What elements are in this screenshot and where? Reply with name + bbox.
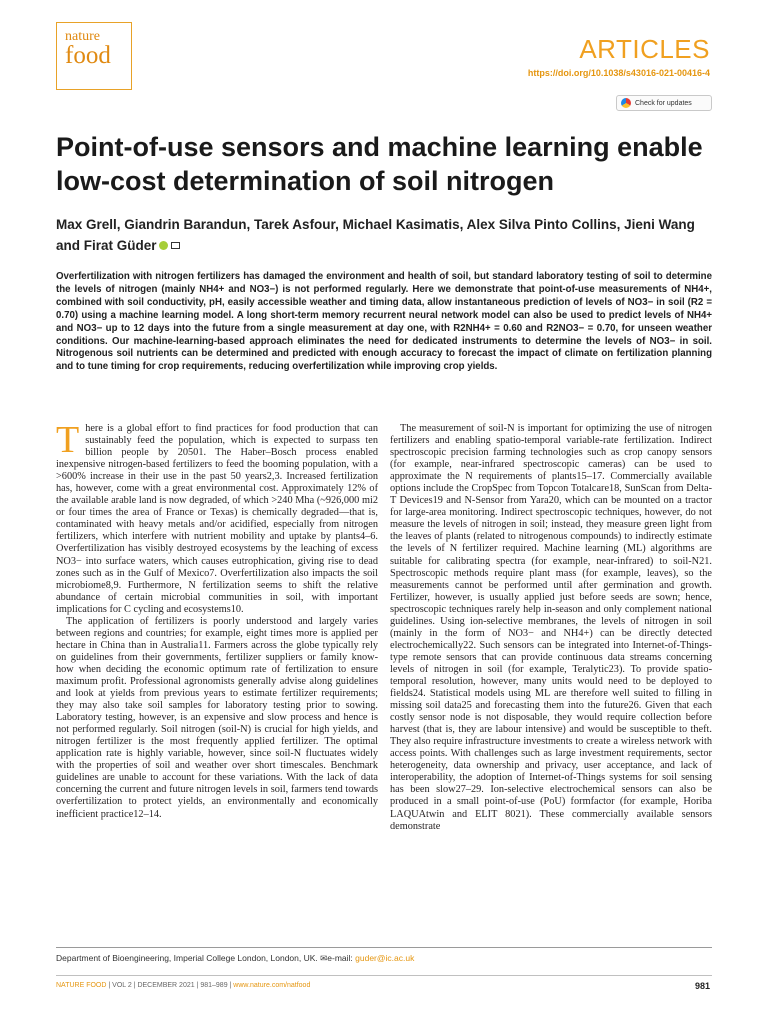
affiliation-text: Department of Bioengineering, Imperial College London, London, UK. ✉e-mail: — [56, 953, 353, 963]
body-paragraph: The application of fertilizers is poorly understood and largely varies between regions and countries; for example, eight times more is applied per hectare in China than in Australia11. Farmers across the globe typically rely on guidelines from their governments, fertilizer suppliers or family know-how when deciding the economic optimum rate of fertilization to ensure maximum profit. Professional agronomists generally advise along guidelines and look at yields from previous years to estimate fertilizer requirements; they may also take soil samples for laboratory testing prior to sowing. Laboratory testing, however, is an expensive and slow process and hence is not performed regularly. Soil nitrogen (soil-N) is crucial for high yields, and nitrogen fertilizer is the most frequently applied fertilizer. The optimal application rate is highly variable, however, since soil-N fluctuates widely with the properties of soil and weather over short timescales. Benchmark guidelines are unable to account for these variations. With the lack of data concerning the current and future nitrogen levels in soil, farmers tend towards overfertilization to protect yields, an environmentally and economically inefficient practice12–14. — [56, 615, 378, 820]
crossmark-icon — [621, 98, 631, 108]
paragraph-text: here is a global effort to find practices for food production that can sustainably feed the population, which is expected to surpass ten billion people by 20501. The Haber–Bosch process enabled inexpensive nitrogen-based fertilizers to feed the booming population, with a >600% increase in their use in the past 50 years2,3. Increased fertilization has, however, come with a great environmental cost. Approximately 12% of the available arable land is now degraded, of which >240 Mha (~926,000 mi2 or four times the area of France or Texas) is chemically degraded—that is, contaminated with heavy metals and/or acidified, especially from nitrogen fertilizers, which interfere with nutrient mobility and uptake by plants4–6. Overfertilization has visibly destroyed ecosystems by the leaching of excess NO3− into surface waters, which causes eutrophication, giving rise to dead zones such as in the Gulf of Mexico7. Overfertilization also impacts the soil microbiome8,9. Furthermore, N fertilization seems to shift the relative abundance of certain microbial communities in soil, with important implications for C cycling and ecosystems10. — [56, 423, 378, 615]
page-footer — [56, 982, 310, 989]
affiliation-footnote — [56, 953, 414, 964]
check-updates-button[interactable] — [616, 95, 712, 111]
author-list — [56, 214, 716, 256]
authors-text: Max Grell, Giandrin Barandun, Tarek Asfour, Michael Kasimatis, Alex Silva Pinto Collins, Jieni Wang and Firat Güder — [56, 217, 695, 253]
email-icon[interactable] — [171, 242, 180, 249]
journal-logo — [56, 22, 132, 90]
logo-line-food: food — [65, 42, 111, 69]
footer-url[interactable]: www.nature.com/natfood — [233, 982, 311, 989]
article-title: Point-of-use sensors and machine learning enable low-cost determination of soil nitrogen — [56, 132, 703, 196]
footer-divider — [56, 975, 712, 976]
abstract: Overfertilization with nitrogen fertilizers has damaged the environment and health of soil, but standard laboratory testing of soil to determine the levels of nitrogen (mainly NH4+ and NO3−) is not performed regularly. Here we demonstrate that point-of-use measurements of NH4+, combined with soil conductivity, pH, easily accessible weather and timing data, allow instantaneous prediction of levels of NO3− in soil (R2 = 0.70) using a machine learning model. A long short-term memory recurrent neural network model can also be used to predict levels of NH4+ and NO3− up to 12 days into the future from a single measurement at day one, with R2NH4+ = 0.60 and R2NO3− = 0.70, for unseen weather conditions. Our machine-learning-based approach eliminates the need for dedicated instruments to determine the levels of NO3− in soil. Nitrogenous soil nutrients can be determined and predicted with enough accuracy to forecast the impact of climate on fertilization planning and to tune timing for crop requirements, reducing overfertilization while improving crop yields. — [56, 271, 712, 373]
logo-line-nature: nature — [65, 29, 100, 44]
email-link[interactable]: guder@ic.ac.uk — [355, 953, 415, 963]
body-paragraph: The measurement of soil-N is important for optimizing the use of nitrogen fertilizers and enabling spatio-temporal variable-rate fertilization. Indirect spectroscopic precision farming technologies such as crop canopy sensors (for example, near-infrared spectroscopic cameras) can be used to approximate the N requirements of plants15–17. Commercially available options include the CropSpec from Topcon Totalcare18, SunScan from Delta-T Devices19 and N-Sensor from Yara20, which can be mounted on a tractor for large-area monitoring. Indirect spectroscopic techniques, however, do not measure the levels of nitrogen in soil; instead, they measure green light from the leaves of plants (related to nitrogenous compounds) to indirectly estimate the levels of N fertilizer required. Machine learning (ML) algorithms are suitable for calibrating spectra (for example, near-infrared) to soil-N21. Spectroscopic methods require plant mass (for example, leaves), so the measurements cannot be performed until after germination and growth. Fertilizer, however, is usually applied just before seeds are sown; hence, spectroscopic techniques rarely help in-season and only complement national guidelines. Using ion-selective membranes, the levels of nitrogen in soil (mainly in the form of NO3− and NH4+) can be directly detected electrochemically22. Such sensors can be integrated into Internet-of-Things-type remote sensors that can provide continuous data streams concerning levels of nitrogen in soil (for example, Teralytic23). To provide spatio-temporal resolution, however, many units would need to be deployed to fields24. Statistical models using ML are therefore well suited to filling in missing soil data25 and forecasting them into the future26. Given that each costly sensor node is not disposable, they would require collection before harvest (that is, they are labour intensive) and would be susceptible to theft. They also require infrastructure investments to create a wireless network with access points. With challenges such as large investment requirements, sector heterogeneity, data ownership and privacy, user acceptance, and lack of interoperability, the adoption of Internet-of-Things systems for soil sensing has been slow27–29. Ion-selective electrochemical sensors can also be produced in a small point-of-use (PoU) formfactor (for example, Horiba LAQUAtwin and ELIT 8021). These commercially available sensors demonstrate — [390, 423, 712, 832]
page-number: 981 — [694, 981, 710, 991]
drop-cap: T — [56, 419, 80, 461]
doi-link[interactable]: https://doi.org/10.1038/s43016-021-00416-4 — [527, 68, 710, 78]
footer-journal: NATURE FOOD — [56, 982, 107, 989]
section-label: ARTICLES — [579, 34, 710, 64]
body-paragraph — [56, 419, 378, 616]
orcid-icon[interactable] — [159, 241, 168, 250]
body-column-right — [390, 423, 712, 833]
footnote-divider — [56, 947, 712, 948]
footer-info: | VOL 2 | DECEMBER 2021 | 981–989 | — [106, 982, 234, 989]
check-updates-label: Check for updates — [635, 99, 692, 107]
body-column-left — [56, 419, 378, 821]
